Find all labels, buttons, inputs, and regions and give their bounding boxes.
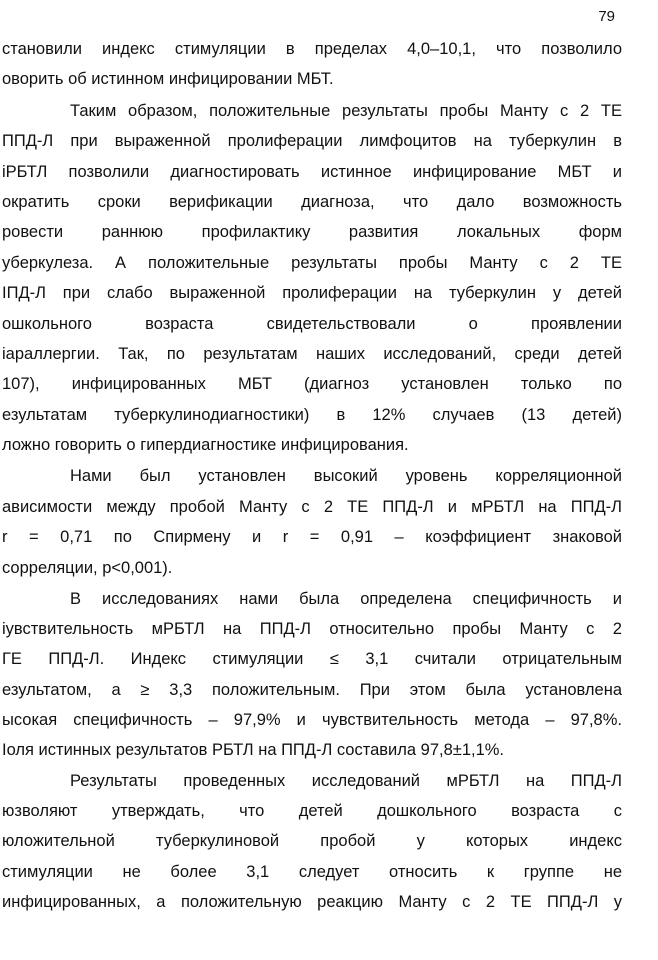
text-line: іувствительность мРБТЛ на ППД-Л относительно пробы Манту с 2 <box>2 620 622 638</box>
text-line: езультатам туберкулинодиагностики) в 12% случаев (13 детей) <box>2 406 622 424</box>
text-line: ППД-Л при выраженной пролиферации лимфоцитов на туберкулин в <box>2 132 622 150</box>
text-line: езультатом, а ≥ 3,3 положительным. При этом была установлена <box>2 681 622 699</box>
text-line: юложительной туберкулиновой пробой у которых индекс <box>2 832 622 850</box>
text-line: ложно говорить о гипердиагностике инфицирования. <box>2 436 409 454</box>
text-line: оворить об истинном инфицировании МБТ. <box>2 70 334 88</box>
page-number: 79 <box>598 8 615 25</box>
text-line: Нами был установлен высокий уровень корреляционной <box>70 467 622 485</box>
text-line: ысокая специфичность – 97,9% и чувствительность метода – 97,8%. <box>2 711 622 729</box>
text-line: Таким образом, положительные результаты пробы Манту с 2 ТЕ <box>70 102 622 120</box>
text-line: ІПД-Л при слабо выраженной пролиферации на туберкулин у детей <box>2 284 622 302</box>
text-line: 107), инфицированных МБТ (диагноз установлен только по <box>2 375 622 393</box>
text-line: сорреляции, p<0,001). <box>2 559 173 577</box>
text-line: ошкольного возраста свидетельствовали о проявлении <box>2 315 622 333</box>
text-line: стимуляции не более 3,1 следует относить к группе не <box>2 863 622 881</box>
text-line: ровести раннюю профилактику развития локальных форм <box>2 223 622 241</box>
text-line: уберкулеза. А положительные результаты пробы Манту с 2 ТЕ <box>2 254 622 272</box>
text-line: іРБТЛ позволили диагностировать истинное инфицирование МБТ и <box>2 163 622 181</box>
text-line: Іоля истинных результатов РБТЛ на ППД-Л составила 97,8±1,1%. <box>2 741 505 759</box>
text-line: В исследованиях нами была определена специфичность и <box>70 590 622 608</box>
text-line: r = 0,71 по Спирмену и r = 0,91 – коэффициент знаковой <box>2 528 622 546</box>
text-line: инфицированных, а положительную реакцию Манту с 2 ТЕ ППД-Л у <box>2 893 622 911</box>
text-line: становили индекс стимуляции в пределах 4,0–10,1, что позволило <box>2 40 622 58</box>
text-line: ГЕ ППД-Л. Индекс стимуляции ≤ 3,1 считали отрицательным <box>2 650 622 668</box>
text-line: ократить сроки верификации диагноза, что дало возможность <box>2 193 622 211</box>
text-line: ависимости между пробой Манту с 2 ТЕ ППД-Л и мРБТЛ на ППД-Л <box>2 498 622 516</box>
text-line: Результаты проведенных исследований мРБТЛ на ППД-Л <box>70 772 622 790</box>
text-line: юзволяют утверждать, что детей дошкольного возраста с <box>2 802 622 820</box>
text-line: іараллергии. Так, по результатам наших исследований, среди детей <box>2 345 622 363</box>
